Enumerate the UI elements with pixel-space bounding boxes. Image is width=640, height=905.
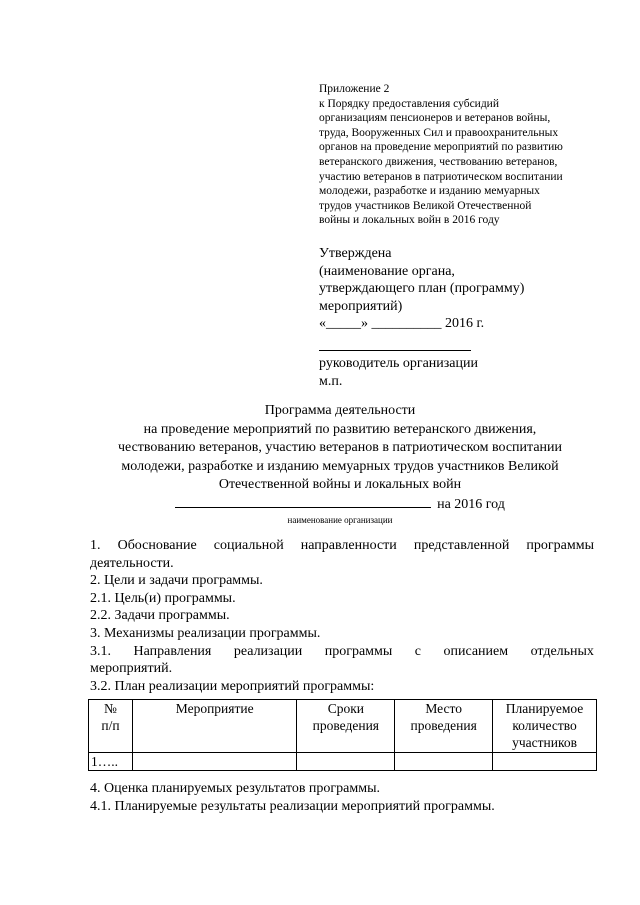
program-title-line: чествованию ветеранов, участию ветеранов в патриотическом воспитании bbox=[117, 440, 563, 456]
word: Обоснование bbox=[117, 538, 197, 553]
section-1-continuation: деятельности. bbox=[90, 555, 174, 571]
program-year: на 2016 год bbox=[437, 496, 505, 512]
appendix-note bbox=[319, 82, 619, 228]
header-number: № п/п bbox=[89, 700, 133, 753]
program-title bbox=[80, 402, 600, 526]
section-4-heading: 4. Оценка планируемых результатов программы. bbox=[90, 781, 381, 796]
table-cell bbox=[297, 753, 395, 771]
section-3-heading: 3. Механизмы реализации программы. bbox=[90, 625, 321, 641]
table-cell bbox=[493, 753, 597, 771]
appendix-line: ветеранского движения, чествованию ветеранов, bbox=[319, 155, 558, 168]
stamp-mark: м.п. bbox=[319, 373, 343, 389]
word: направленности bbox=[300, 538, 397, 553]
organization-blank bbox=[175, 495, 431, 508]
section-2-heading: 2. Цели и задачи программы. bbox=[90, 573, 263, 589]
program-title-line: Отечественной войны и локальных войн bbox=[218, 477, 462, 493]
approval-line: утверждающего план (программу) bbox=[319, 281, 525, 297]
word: реализации bbox=[233, 643, 303, 659]
appendix-line: молодежи, разработке и изданию мемуарных bbox=[319, 185, 540, 198]
header-participants: Планируемое количество участников bbox=[493, 700, 597, 753]
appendix-line: к Порядку предоставления субсидий bbox=[319, 97, 499, 110]
appendix-line: войны и локальных войн в 2016 году bbox=[319, 214, 500, 227]
table-cell bbox=[395, 753, 493, 771]
header-place: Место проведения bbox=[395, 700, 493, 753]
approval-line: мероприятий) bbox=[319, 298, 403, 314]
section-1-heading bbox=[90, 537, 594, 555]
word: социальной bbox=[213, 538, 284, 553]
word: с bbox=[414, 643, 421, 659]
table-cell: 1….. bbox=[89, 753, 133, 771]
appendix-line: органов на проведение мероприятий по развитию bbox=[319, 141, 563, 154]
appendix-line: труда, Вооруженных Сил и правоохранительных bbox=[319, 126, 559, 139]
word: описанием bbox=[443, 643, 509, 659]
word: Направления bbox=[133, 643, 212, 659]
program-title-line: молодежи, разработке и изданию мемуарных трудов участников Великой bbox=[121, 458, 559, 474]
table-row bbox=[89, 753, 597, 771]
organization-caption: наименование организации bbox=[287, 514, 393, 525]
section-3-2: 3.2. План реализации мероприятий программы: bbox=[90, 678, 375, 694]
header-dates: Сроки проведения bbox=[297, 700, 395, 753]
approval-line: (наименование органа, bbox=[319, 263, 455, 279]
signature-line bbox=[319, 333, 471, 351]
appendix-line: Приложение 2 bbox=[319, 83, 390, 95]
appendix-line: трудов участников Великой Отечественной bbox=[319, 199, 532, 212]
table-cell bbox=[132, 753, 297, 771]
program-title-line: на проведение мероприятий по развитию ветеранского движения, bbox=[143, 421, 537, 437]
plan-table-header-row bbox=[89, 700, 597, 753]
section-4-1: 4.1. Планируемые результаты реализации мероприятий программы. bbox=[90, 799, 495, 814]
header-event: Мероприятие bbox=[132, 700, 297, 753]
approval-block bbox=[319, 245, 619, 390]
word: 1. bbox=[90, 538, 101, 553]
organization-line bbox=[80, 495, 600, 515]
program-title-line: Программа деятельности bbox=[264, 403, 416, 418]
word: программы bbox=[526, 538, 594, 553]
word: 3.1. bbox=[90, 643, 111, 659]
word: отдельных bbox=[530, 643, 594, 659]
section-3-1 bbox=[90, 643, 594, 661]
word: представленной bbox=[413, 538, 510, 553]
program-sections bbox=[90, 537, 594, 695]
results-sections bbox=[90, 780, 594, 816]
signature-caption: руководитель организации bbox=[319, 355, 478, 371]
appendix-line: участию ветеранов в патриотическом воспитании bbox=[319, 170, 563, 183]
section-2-2: 2.2. Задачи программы. bbox=[90, 608, 230, 624]
approval-date-line: «_____» __________ 2016 г. bbox=[319, 316, 485, 332]
appendix-line: организациям пенсионеров и ветеранов войны, bbox=[319, 112, 551, 125]
section-2-1: 2.1. Цель(и) программы. bbox=[90, 590, 236, 606]
section-3-1-continuation: мероприятий. bbox=[90, 661, 173, 677]
plan-table bbox=[88, 699, 597, 771]
approval-title: Утверждена bbox=[319, 246, 392, 261]
word: программы bbox=[324, 643, 393, 659]
